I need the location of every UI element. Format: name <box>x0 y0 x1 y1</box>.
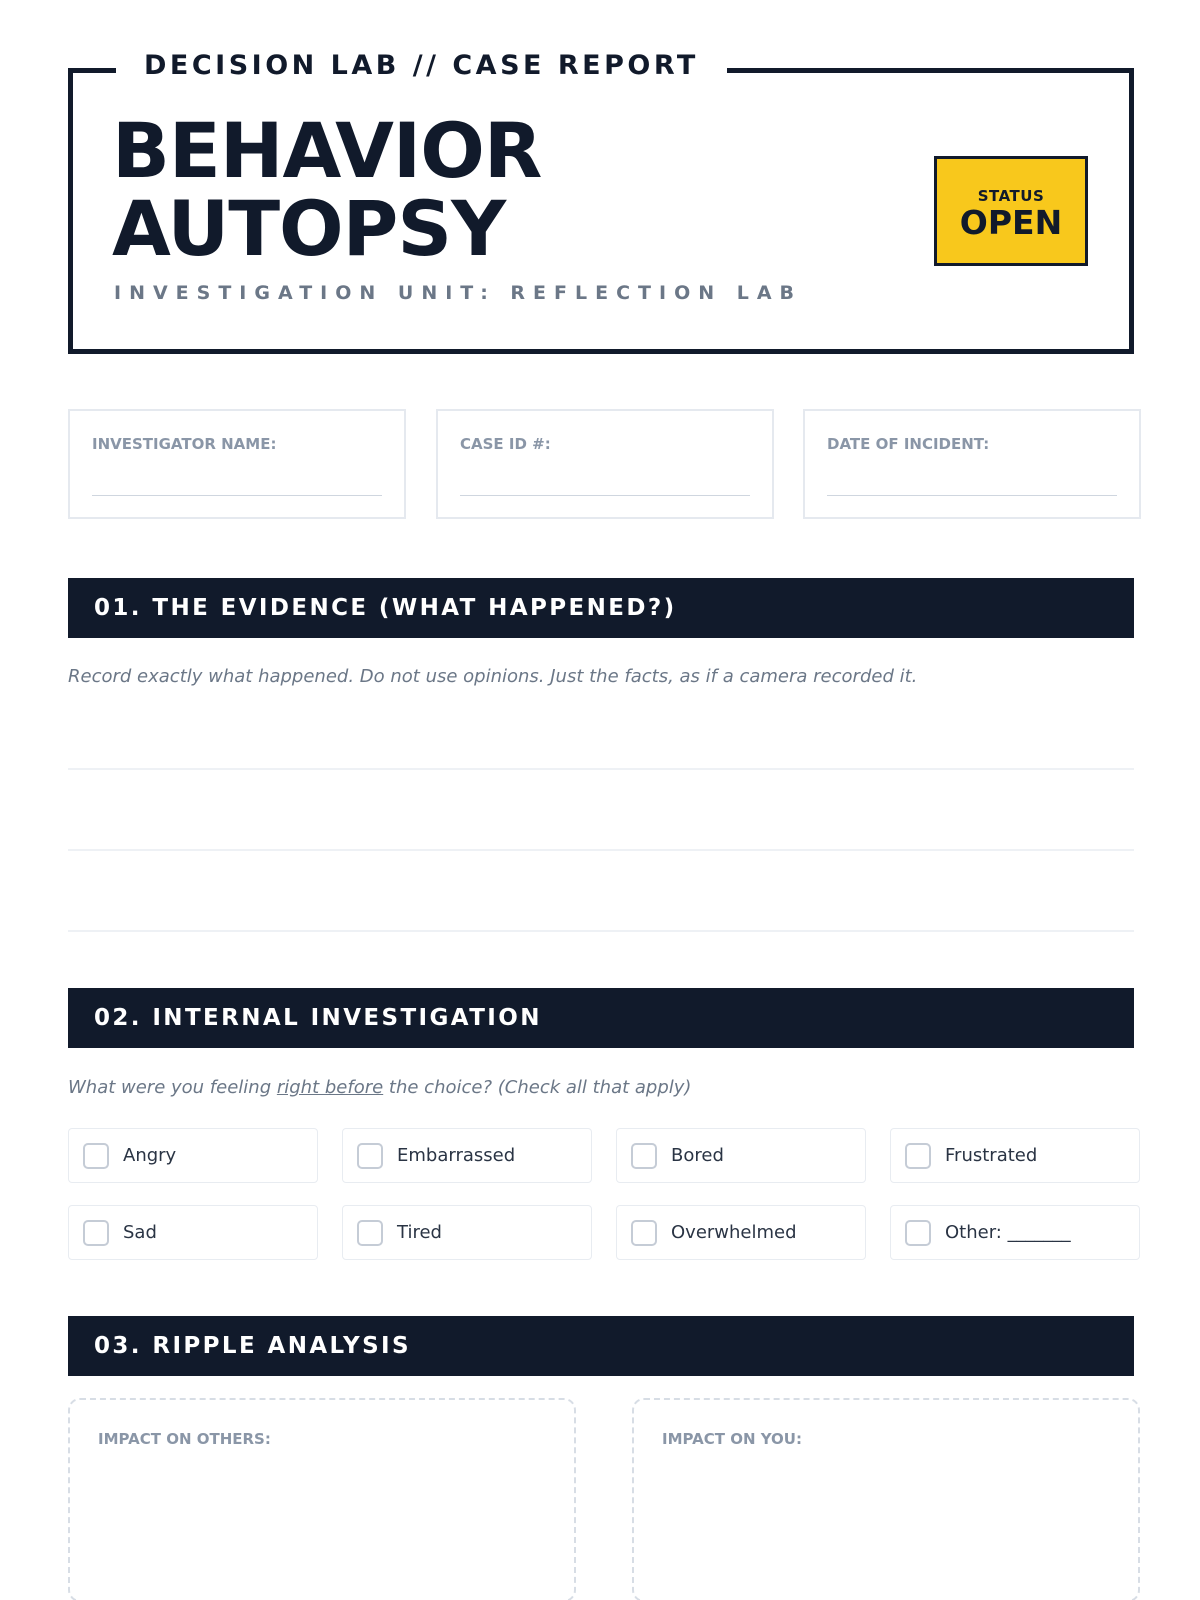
evidence-write-line[interactable] <box>68 768 1134 770</box>
feeling-option-embarrassed[interactable] <box>342 1128 592 1183</box>
impact-on-others-box[interactable] <box>68 1398 576 1600</box>
impact-label: IMPACT ON OTHERS: <box>98 1430 271 1448</box>
section-internal-header: 02. INTERNAL INVESTIGATION <box>68 988 1134 1048</box>
feeling-option-other[interactable] <box>890 1205 1140 1260</box>
feeling-option-tired[interactable] <box>342 1205 592 1260</box>
feeling-label: Other: _______ <box>945 1222 1071 1243</box>
instructions-emphasis: right before <box>276 1077 384 1098</box>
impact-label: IMPACT ON YOU: <box>662 1430 802 1448</box>
checkbox[interactable] <box>631 1220 657 1246</box>
field-write-line <box>92 495 382 496</box>
status-label: STATUS <box>977 187 1045 205</box>
investigator-name-field[interactable] <box>68 409 406 519</box>
checkbox[interactable] <box>83 1143 109 1169</box>
case-id-field[interactable] <box>436 409 774 519</box>
checkbox[interactable] <box>83 1220 109 1246</box>
feeling-option-angry[interactable] <box>68 1128 318 1183</box>
evidence-write-line[interactable] <box>68 849 1134 851</box>
field-label: INVESTIGATOR NAME: <box>92 435 277 453</box>
title-line-2: AUTOPSY <box>112 184 506 273</box>
checkbox[interactable] <box>905 1143 931 1169</box>
feeling-label: Tired <box>397 1222 442 1243</box>
feeling-option-sad[interactable] <box>68 1205 318 1260</box>
date-of-incident-field[interactable] <box>803 409 1141 519</box>
field-write-line <box>827 495 1117 496</box>
field-label: DATE OF INCIDENT: <box>827 435 990 453</box>
instructions-text: the choice? (Check all that apply) <box>383 1077 692 1098</box>
feeling-option-overwhelmed[interactable] <box>616 1205 866 1260</box>
evidence-instructions: Record exactly what happened. Do not use opinions. Just the facts, as if a camera recorded it. <box>68 666 918 687</box>
status-badge <box>934 156 1088 266</box>
evidence-write-line[interactable] <box>68 930 1134 932</box>
feeling-label: Angry <box>123 1145 177 1166</box>
feeling-label: Embarrassed <box>397 1145 516 1166</box>
feeling-label: Sad <box>123 1222 157 1243</box>
internal-instructions <box>68 1077 691 1098</box>
checkbox[interactable] <box>357 1143 383 1169</box>
field-write-line <box>460 495 750 496</box>
feeling-option-frustrated[interactable] <box>890 1128 1140 1183</box>
feeling-option-bored[interactable] <box>616 1128 866 1183</box>
feeling-label: Bored <box>671 1145 724 1166</box>
checkbox[interactable] <box>357 1220 383 1246</box>
page-title <box>112 106 542 273</box>
checkbox[interactable] <box>631 1143 657 1169</box>
field-label: CASE ID #: <box>460 435 551 453</box>
checkbox[interactable] <box>905 1220 931 1246</box>
section-evidence-header: 01. THE EVIDENCE (WHAT HAPPENED?) <box>68 578 1134 638</box>
feeling-label: Frustrated <box>945 1145 1038 1166</box>
impact-on-you-box[interactable] <box>632 1398 1140 1600</box>
instructions-text: What were you feeling <box>68 1077 277 1098</box>
feeling-label: Overwhelmed <box>671 1222 797 1243</box>
section-ripple-header: 03. RIPPLE ANALYSIS <box>68 1316 1134 1376</box>
investigation-unit: INVESTIGATION UNIT: REFLECTION LAB <box>114 282 803 304</box>
report-kicker: DECISION LAB // CASE REPORT <box>116 48 727 84</box>
title-line-1: BEHAVIOR <box>112 106 542 195</box>
status-value: OPEN <box>959 203 1063 242</box>
